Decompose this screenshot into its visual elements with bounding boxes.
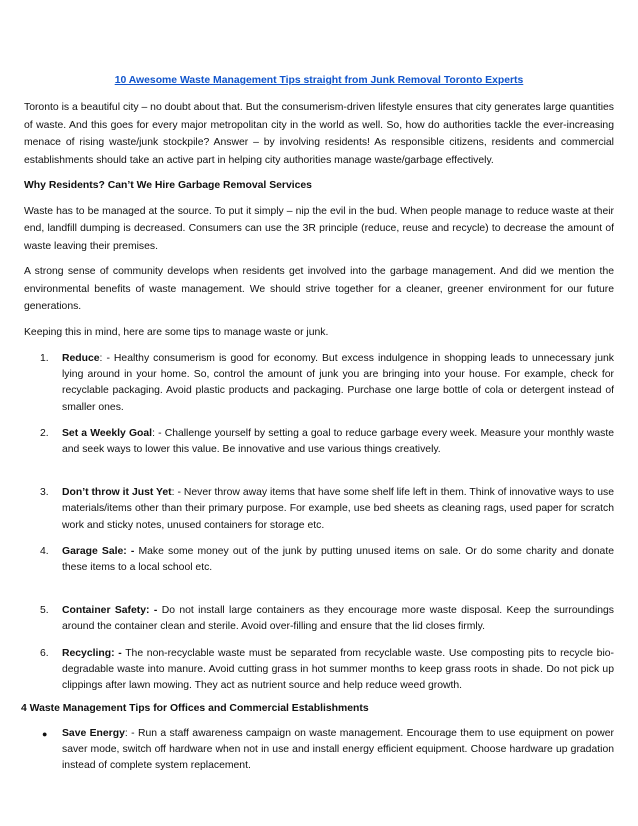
paragraph-source-management: Waste has to be managed at the source. To put it simply – nip the evil in the bud. When people manage to reduce waste at their end, landfill dumping is decreased. Consumers can use the 3R principle (reduce, reuse and recycle) to decrease the amount of waste leaving their premises. [24,205,614,252]
tip-label: Container Safety: - [62,605,158,617]
tip-item [24,544,614,576]
tip-item [24,485,614,534]
bullet-icon: ● [42,728,48,739]
tip-number: 6. [40,647,49,659]
tip-text: Do not install large containers as they encourage more waste disposal. Keep the surroundings around the container clean and sterile. Avoid over-filling and ensure that the lid closes firmly. [62,605,615,633]
intro-paragraph: Toronto is a beautiful city – no doubt about that. But the consumerism-driven lifestyle ensures that city generates large quantities of waste. And this goes for every major metropolitan city in the world as well. So, how do authorities tackle the ever-increasing menace of rising waste/junk stockpile? Answer – by involving residents! As responsible citizens, residents and commercial establishments should take an active part in helping city authorities manage waste/garbage effectively. [24,102,614,166]
tip-item [24,426,614,458]
tip-number: 1. [40,353,49,364]
document-page [21,74,615,774]
tip-text: Healthy consumerism is good for economy. But excess indulgence in shopping leads to unnecessary junk lying around in your home. So, control the amount of junk you are bringing into your house. For example, check for recyclable packaging. Avoid plastic products and packaging. Purchase one large bottle of cola or detergent instead of smaller ones. [62,353,614,413]
tip-label: Don’t throw it Just Yet [62,487,172,499]
tip-number: 4. [40,545,49,557]
tips-list [24,351,614,694]
office-tip-item [24,726,614,775]
tip-number: 2. [40,427,49,439]
tip-label: Garage Sale: - [62,545,135,557]
office-tip-text: Run a staff awareness campaign on waste management. Encourage them to use equipment on power saver mode, switch off hardware when not in use and install energy efficient equipment. Choose hardware up gradation instead of complete system replacement. [62,727,614,772]
tip-separator: : - [171,487,184,499]
section-heading-offices: 4 Waste Management Tips for Offices and Commercial Establishments [21,703,369,715]
tip-text: Never throw away items that have some shelf life left in them. Think of innovative ways to use materials/items other than their primary purpose. For example, use bed sheets as cleaning rags, used paper for scratch work and sticky notes, unused containers for storage etc. [62,487,614,531]
tip-item [24,603,614,635]
section-heading-residents: Why Residents? Can’t We Hire Garbage Removal Services [24,180,312,191]
tip-label: Set a Weekly Goal [62,427,153,439]
paragraph-community: A strong sense of community develops when residents get involved into the garbage management. And did we mention the environmental benefits of waste management. We should strive together for a cleaner, greener environment for our future generations. [24,266,614,312]
office-tips-list [24,726,614,775]
paragraph-tips-intro: Keeping this in mind, here are some tips to manage waste or junk. [24,326,329,338]
document-title[interactable]: 10 Awesome Waste Management Tips straight from Junk Removal Toronto Experts [114,75,524,86]
tip-label: Recycling: - [62,647,122,659]
tip-text: The non-recyclable waste must be separated from recyclable waste. Use composting pits to recycle bio-degradable waste into manure. Avoid cutting grass in hot summer months to keep grass roots in shade. Do not pick up clippings after lawn mowing. They act as nutrient source and help reduce weed growth. [62,647,614,692]
tip-separator: : - [99,353,114,364]
office-tip-label: Save Energy [62,727,125,739]
tip-text: Make some money out of the junk by putting unused items on sale. Or do some charity and donate these items to a local school etc. [62,545,614,574]
tip-text: Challenge yourself by setting a goal to reduce garbage every week. Measure your monthly waste and seek ways to lower this value. Be innovative and use various things creatively. [62,427,615,456]
tip-label: Reduce [62,353,100,364]
tip-item [24,351,614,416]
tip-item [24,646,614,695]
office-tip-separator: : - [124,727,138,739]
tip-number: 3. [40,487,49,499]
tip-separator: : - [152,427,165,439]
tip-number: 5. [40,605,49,617]
